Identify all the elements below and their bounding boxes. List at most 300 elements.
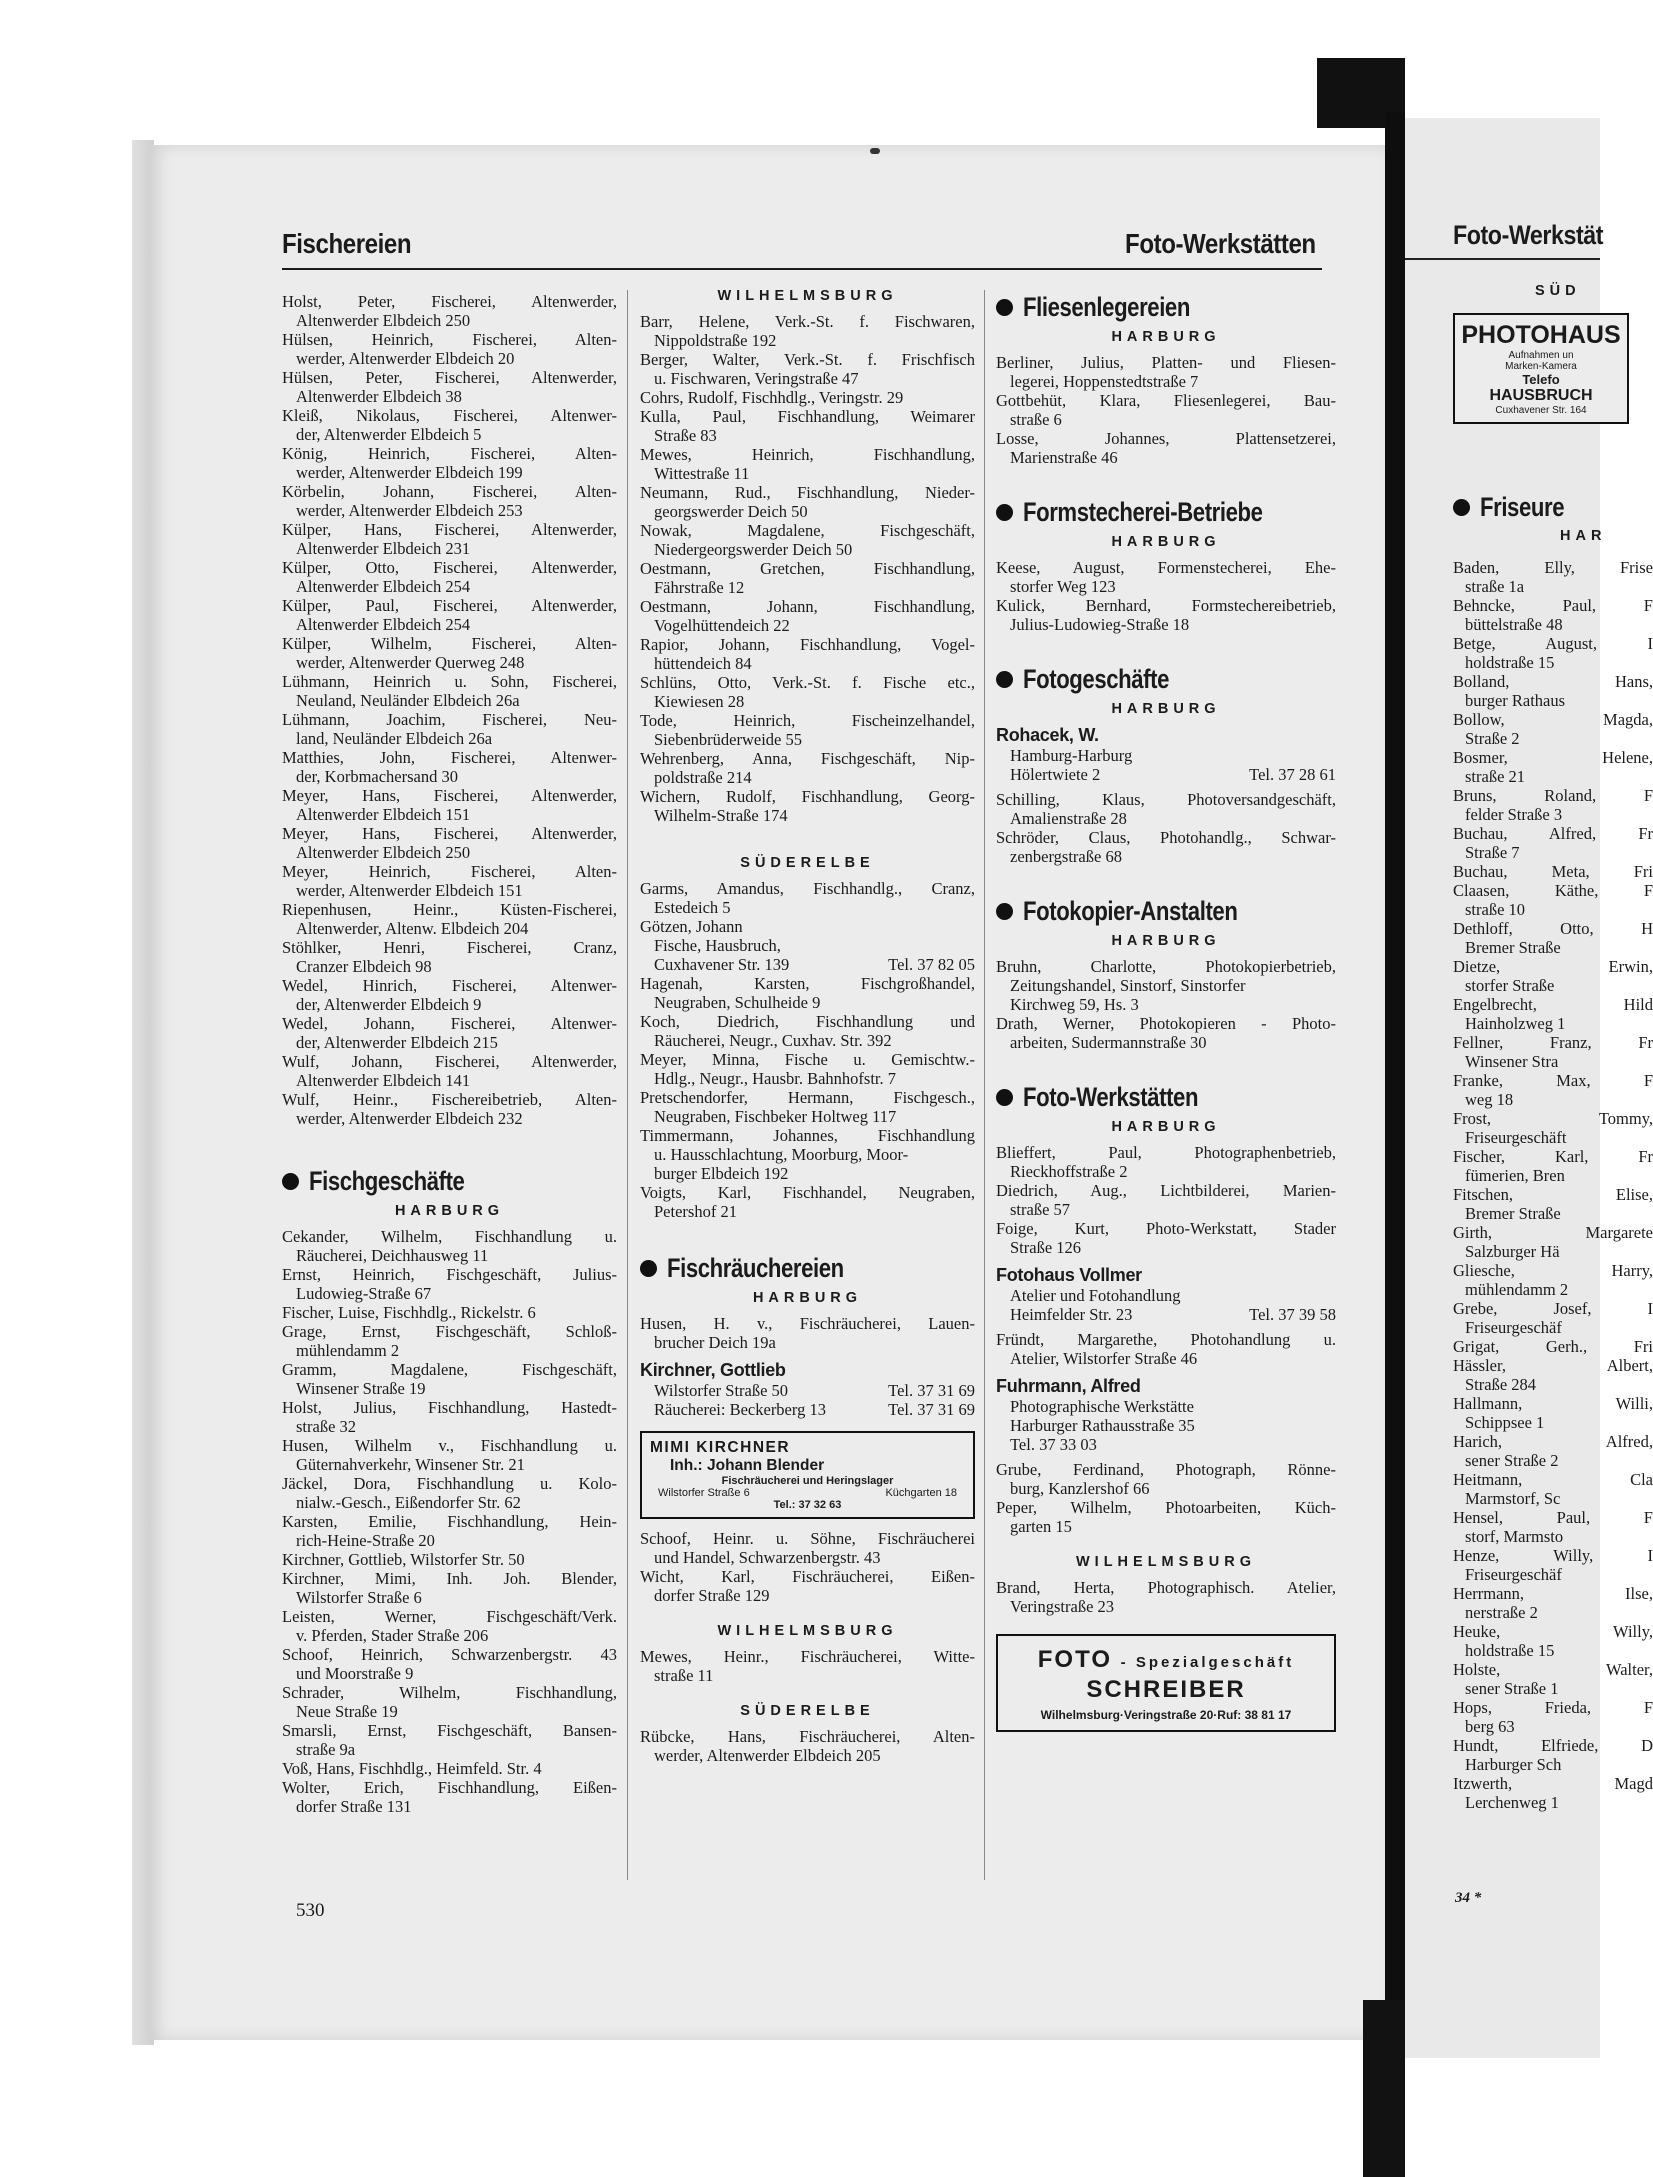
running-head-right: Foto-Werkstätten: [1125, 228, 1316, 259]
entry-line: Petershof 21: [654, 1202, 737, 1221]
entry-line: Veringstraße 23: [1010, 1597, 1115, 1616]
bullet-icon: [282, 1173, 299, 1190]
page-number: 530: [296, 1900, 325, 1921]
entry-name: Mewes, Heinrich, Fischhandlung,: [640, 445, 975, 464]
list-item: [282, 672, 617, 710]
district-label: HARBURG: [394, 1203, 505, 1219]
entry-name: Matthies, John, Fischerei, Altenwer-: [282, 748, 617, 767]
entry-phone: Tel. 37 28 61: [1249, 765, 1336, 784]
entry-name: Grage, Ernst, Fischgeschäft, Schloß-: [282, 1322, 617, 1341]
entry-name: Schilling, Klaus, Photoversandgeschäft,: [996, 790, 1336, 809]
entry-line: Neugraben, Fischbeker Holtweg 117: [654, 1107, 897, 1126]
entry-name: Neumann, Rud., Fischhandlung, Nieder-: [640, 483, 975, 502]
list-item: mühlendamm 2: [1465, 1280, 1569, 1299]
list-item: [640, 312, 975, 350]
entry-phone: Tel. 37 39 58: [1249, 1305, 1336, 1324]
district-label: WILHELMSBURG: [1075, 1554, 1256, 1570]
entry-name: Timmermann, Johannes, Fischhandlung: [640, 1126, 975, 1145]
entry-line: dorfer Straße 129: [654, 1586, 770, 1605]
next-district-label: HAR: [1560, 528, 1607, 544]
entry-name: Oestmann, Johann, Fischhandlung,: [640, 597, 975, 616]
entry-line: Altenwerder Elbdeich 231: [296, 539, 471, 558]
district-label: WILHELMSBURG: [717, 1623, 898, 1639]
district-label: HARBURG: [1111, 1119, 1221, 1135]
list-item: sener Straße 1: [1465, 1679, 1559, 1698]
entry-line: Wilstorfer Straße 6: [296, 1588, 422, 1607]
list-item: Straße 7: [1465, 843, 1520, 862]
entry-line: Fische, Hausbruch,: [654, 936, 781, 955]
district-label: SÜDERELBE: [740, 855, 875, 871]
entry-line: Nippoldstraße 192: [654, 331, 777, 350]
section-title: Foto-Werkstätten: [1023, 1082, 1199, 1112]
bullet-icon: [996, 671, 1013, 688]
entry-name: Fischer, Luise, Fischhdlg., Rickelstr. 6: [282, 1303, 536, 1322]
list-item: Dietze, Erwin,: [1453, 957, 1653, 976]
list-item: [996, 1181, 1336, 1219]
ad-business: Fischräucherei und Heringslager: [721, 1475, 894, 1487]
list-item: [996, 558, 1336, 596]
entry-name: König, Heinrich, Fischerei, Alten-: [282, 444, 617, 463]
entry-name: Karsten, Emilie, Fischhandlung, Hein-: [282, 1512, 617, 1531]
entry-line: Julius-Ludowieg-Straße 18: [1010, 615, 1190, 634]
fliesen-list: [996, 353, 1336, 467]
list-item: [282, 330, 617, 368]
entry-line: zenbergstraße 68: [1010, 847, 1122, 866]
entry-name: Losse, Johannes, Plattensetzerei,: [996, 429, 1336, 448]
entry-name: Rapior, Johann, Fischhandlung, Vogel-: [640, 635, 975, 654]
section-title: Fischräuchereien: [667, 1253, 844, 1283]
entry-name: Wulf, Heinr., Fischereibetrieb, Alten-: [282, 1090, 617, 1109]
list-item: Claasen, Käthe, F: [1453, 881, 1653, 900]
mimi-kirchner-ad: [640, 1431, 975, 1519]
entry-line: straße 6: [1010, 410, 1062, 429]
district-label: WILHELMSBURG: [717, 288, 898, 304]
column-separator: [627, 290, 628, 1880]
entry-line: Winsener Straße 19: [296, 1379, 426, 1398]
column-separator: [984, 290, 985, 1880]
ad-line: HAUSBRUCH: [1489, 387, 1593, 404]
list-item: Bolland, Hans,: [1453, 672, 1653, 691]
list-item: [282, 1512, 617, 1550]
entry-name: Kulla, Paul, Fischhandlung, Weimarer: [640, 407, 975, 426]
list-item: Grigat, Gerh., Fri: [1453, 1337, 1653, 1356]
entry-line: Ludowieg-Straße 67: [296, 1284, 432, 1303]
entry-name: Jäckel, Dora, Fischhandlung u. Kolo-: [282, 1474, 617, 1493]
entry-line: Neuland, Neuländer Elbdeich 26a: [296, 691, 520, 710]
entry-name: Grube, Ferdinand, Photograph, Rönne-: [996, 1460, 1336, 1479]
entry-line: straße 9a: [296, 1740, 356, 1759]
bullet-icon: [996, 903, 1013, 920]
list-item: straße 10: [1465, 900, 1526, 919]
entry-name: Berliner, Julius, Platten- und Fliesen-: [996, 353, 1336, 372]
next-section-heading: [1453, 492, 1583, 523]
entry-name: Schoof, Heinr. u. Söhne, Fischräucherei: [640, 1529, 975, 1548]
list-item: Franke, Max, F: [1453, 1071, 1653, 1090]
list-item: [282, 786, 617, 824]
list-item: Holste, Walter,: [1453, 1660, 1653, 1679]
list-item: Straße 284: [1465, 1375, 1537, 1394]
column-1: [282, 292, 617, 1816]
entry-line: brucher Deich 19a: [654, 1333, 776, 1352]
entry-name: Lühmann, Joachim, Fischerei, Neu-: [282, 710, 617, 729]
list-item: [996, 1498, 1336, 1536]
entry-line: nialw.-Gesch., Eißendorfer Str. 62: [296, 1493, 521, 1512]
list-item: Harich, Alfred,: [1453, 1432, 1653, 1451]
raeuchereien-list-2: [640, 1529, 975, 1605]
entry-name: Schoof, Heinrich, Schwarzenbergstr. 43: [282, 1645, 617, 1664]
entry-address: Wilstorfer Straße 50: [654, 1381, 789, 1400]
entry-line: Amalienstraße 28: [1010, 809, 1127, 828]
list-item: [640, 407, 975, 445]
entry-name: Wulf, Johann, Fischerei, Altenwerder,: [282, 1052, 617, 1071]
entry-name: Garms, Amandus, Fischhandlg., Cranz,: [640, 879, 975, 898]
entry-name: Külper, Otto, Fischerei, Altenwerder,: [282, 558, 617, 577]
ad-line: Aufnahmen un: [1508, 350, 1574, 361]
entry-line: werder, Altenwerder Elbdeich 199: [296, 463, 523, 482]
entry-line: straße 32: [296, 1417, 357, 1436]
entry-name: Wedel, Hinrich, Fischerei, Altenwer-: [282, 976, 617, 995]
ad-line: Cuxhavener Str. 164: [1495, 405, 1587, 416]
fotokopier-list: [996, 957, 1336, 1052]
list-item: [640, 445, 975, 483]
section-heading: [996, 1082, 1336, 1113]
section-title: Formstecherei-Betriebe: [1023, 497, 1263, 527]
entry-name: Voß, Hans, Fischhdlg., Heimfeld. Str. 4: [282, 1759, 542, 1778]
friseure-list: [1453, 558, 1653, 1812]
fotowerkstaetten-list-2: [996, 1330, 1336, 1368]
entry-line: Altenwerder Elbdeich 250: [296, 311, 471, 330]
entry-line: werder, Altenwerder Elbdeich 151: [296, 881, 523, 900]
entry-tel-line: [996, 1305, 1336, 1324]
list-item: [282, 1303, 617, 1322]
list-item: Winsener Stra: [1465, 1052, 1559, 1071]
entry-line: Güternahverkehr, Winsener Str. 21: [296, 1455, 525, 1474]
list-item: [996, 596, 1336, 634]
list-item: Engelbrecht, Hild: [1453, 995, 1653, 1014]
list-item: [640, 388, 975, 407]
list-item: [282, 444, 617, 482]
entry-name: Gottbehüt, Klara, Fliesenlegerei, Bau-: [996, 391, 1336, 410]
list-item: [996, 1460, 1336, 1498]
list-item: fümerien, Bren: [1465, 1166, 1565, 1185]
entry-name: Wichern, Rudolf, Fischhandlung, Georg-: [640, 787, 975, 806]
list-item: [282, 1778, 617, 1816]
entry-line: straße 57: [1010, 1200, 1071, 1219]
entry-line: der, Altenwerder Elbdeich 9: [296, 995, 482, 1014]
entry-tel-line: [640, 955, 975, 974]
next-page-number: 34 *: [1455, 1890, 1482, 1906]
entry-name: Holst, Peter, Fischerei, Altenwerder,: [282, 292, 617, 311]
entry-line: Siebenbrüderweide 55: [654, 730, 802, 749]
fischgeschaefte-list: [282, 1227, 617, 1816]
ad-line: Telefo: [1522, 372, 1560, 387]
list-item: [282, 1227, 617, 1265]
entry-name: Schlüns, Otto, Verk.-St. f. Fische etc.,: [640, 673, 975, 692]
list-item: Buchau, Meta, Fri: [1453, 862, 1653, 881]
entry-line: und Moorstraße 9: [296, 1664, 414, 1683]
list-item: [282, 634, 617, 672]
list-item: [282, 1436, 617, 1474]
entry-name: Brand, Herta, Photographisch. Atelier,: [996, 1578, 1336, 1597]
list-item: straße 1a: [1465, 577, 1525, 596]
entry-name: Gramm, Magdalene, Fischgeschäft,: [282, 1360, 617, 1379]
list-item: [282, 1550, 617, 1569]
list-item: Heuke, Willy,: [1453, 1622, 1653, 1641]
entry-name: Voigts, Karl, Fischhandel, Neugraben,: [640, 1183, 975, 1202]
entry-name: Pretschendorfer, Hermann, Fischgesch.,: [640, 1088, 975, 1107]
entry-line: Altenwerder Elbdeich 250: [296, 843, 471, 862]
entry-name: Keese, August, Formenstecherei, Ehe-: [996, 558, 1336, 577]
entry-line: storfer Weg 123: [1010, 577, 1116, 596]
section-heading: [996, 896, 1336, 927]
entry-line: werder, Altenwerder Querweg 248: [296, 653, 525, 672]
list-item: [996, 353, 1336, 391]
entry-line: Räucherei, Neugr., Cuxhav. Str. 392: [654, 1031, 892, 1050]
entry-line: Altenwerder Elbdeich 151: [296, 805, 471, 824]
entry-name: Smarsli, Ernst, Fischgeschäft, Bansen-: [282, 1721, 617, 1740]
entry-name: Holst, Julius, Fischhandlung, Hastedt-: [282, 1398, 617, 1417]
list-item: [640, 1567, 975, 1605]
entry-line: der, Altenwerder Elbdeich 215: [296, 1033, 498, 1052]
list-item: Buchau, Alfred, Fr: [1453, 824, 1653, 843]
list-item: [282, 520, 617, 558]
list-item: Hässler, Albert,: [1453, 1356, 1653, 1375]
entry-name: Hülsen, Heinrich, Fischerei, Alten-: [282, 330, 617, 349]
entry-name: Diedrich, Aug., Lichtbilderei, Marien-: [996, 1181, 1336, 1200]
list-item: [282, 1474, 617, 1512]
list-item: [282, 1759, 617, 1778]
raeuchereien-list-4: [640, 1727, 975, 1765]
next-running-head: Foto-Werkstät: [1453, 220, 1604, 250]
list-item: [282, 862, 617, 900]
suederelbe-list-2: [640, 974, 975, 1221]
entry-line: und Handel, Schwarzenbergstr. 43: [654, 1548, 881, 1567]
entry-name: Foige, Kurt, Photo-Werkstatt, Stader: [996, 1219, 1336, 1238]
entry-phone: Tel. 37 82 05: [888, 955, 975, 974]
list-item: Betge, August, I: [1453, 634, 1653, 653]
entry-line: werder, Altenwerder Elbdeich 20: [296, 349, 515, 368]
ad-address: Küchgarten 18: [885, 1487, 957, 1499]
list-item: Straße 2: [1465, 729, 1520, 748]
entry-line: georgswerder Deich 50: [654, 502, 808, 521]
entry-line: Estedeich 5: [654, 898, 731, 917]
fotowerkstaetten-list-3: [996, 1460, 1336, 1536]
ad-phone: Tel.: 37 32 63: [773, 1499, 842, 1511]
entry-line: Zeitungshandel, Sinstorf, Sinstorfer: [1010, 976, 1246, 995]
header-rule: [282, 268, 1322, 270]
section-title: Fischgeschäfte: [309, 1166, 465, 1196]
entry-line: Atelier und Fotohandlung: [1010, 1286, 1181, 1305]
list-item: [282, 1569, 617, 1607]
entry-line: Photographische Werkstätte: [1010, 1397, 1194, 1416]
list-item: [282, 482, 617, 520]
entry-name: Schröder, Claus, Photohandlg., Schwar-: [996, 828, 1336, 847]
entry-name: Koch, Diedrich, Fischhandlung und: [640, 1012, 975, 1031]
entry-name: Husen, H. v., Fischräucherei, Lauen-: [640, 1314, 975, 1333]
entry-line: Neue Straße 19: [296, 1702, 398, 1721]
list-item: [640, 1727, 975, 1765]
entry-line: hüttendeich 84: [654, 654, 752, 673]
list-item: [640, 749, 975, 787]
list-item: Bosmer, Helene,: [1453, 748, 1653, 767]
entry-line: Räucherei, Deichhausweg 11: [296, 1246, 489, 1265]
list-item: [282, 976, 617, 1014]
list-item: [996, 957, 1336, 1014]
list-item: [282, 1607, 617, 1645]
entry-name: Körbelin, Johann, Fischerei, Alten-: [282, 482, 617, 501]
bullet-icon: [996, 299, 1013, 316]
list-item: Salzburger Hä: [1465, 1242, 1560, 1261]
ad-address: Wilhelmsburg·Veringstraße 20·Ruf: 38 81 17: [1040, 1708, 1292, 1722]
entry-line: Niedergeorgswerder Deich 50: [654, 540, 853, 559]
entry-bold-name: Rohacek, W.: [996, 725, 1099, 745]
ad-name: SCHREIBER: [1086, 1676, 1246, 1703]
foto-schreiber-ad: [996, 1634, 1336, 1732]
entry-name: Peper, Wilhelm, Photoarbeiten, Küch-: [996, 1498, 1336, 1517]
list-item: Schippsee 1: [1465, 1413, 1545, 1432]
list-item: Itzwerth, Magd: [1453, 1774, 1653, 1793]
wilhelmsburg-list: [640, 312, 975, 825]
entry-name: Külper, Paul, Fischerei, Altenwerder,: [282, 596, 617, 615]
list-item: [640, 1126, 975, 1183]
ad-title: PHOTOHAUS: [1461, 321, 1621, 349]
entry-line: Altenwerder Elbdeich 38: [296, 387, 462, 406]
list-item: [640, 559, 975, 597]
list-item: [996, 790, 1336, 828]
fotogeschaefte-list: [996, 790, 1336, 866]
section-title: Fotokopier-Anstalten: [1023, 896, 1238, 926]
list-item: büttelstraße 48: [1465, 615, 1563, 634]
entry-address: Räucherei: Beckerberg 13: [654, 1400, 826, 1419]
list-item: [996, 1578, 1336, 1616]
list-item: [640, 521, 975, 559]
ad-line: Marken-Kamera: [1505, 361, 1577, 372]
list-item: Hensel, Paul, F: [1453, 1508, 1653, 1527]
entry-line: Tel. 37 33 03: [1010, 1435, 1097, 1454]
list-item: Bruns, Roland, F: [1453, 786, 1653, 805]
section-heading: [996, 292, 1336, 323]
district-label: HARBURG: [1111, 933, 1221, 949]
entry-line: burger Elbdeich 192: [654, 1164, 789, 1183]
section-title: Friseure: [1480, 492, 1565, 522]
fotowerkstaetten-list-4: [996, 1578, 1336, 1616]
list-item: Hallmann, Willi,: [1453, 1394, 1653, 1413]
entry-line: garten 15: [1010, 1517, 1072, 1536]
district-label: HARBURG: [1111, 329, 1221, 345]
entry-line: Straße 83: [654, 426, 717, 445]
entry-line: Atelier, Wilstorfer Straße 46: [1010, 1349, 1198, 1368]
list-item: sener Straße 2: [1465, 1451, 1559, 1470]
entry-line: Altenwerder, Altenw. Elbdeich 204: [296, 919, 529, 938]
section-heading: [996, 497, 1336, 528]
book-spine: [1385, 112, 1405, 2067]
list-item: [282, 596, 617, 634]
entry-address: Hölertwiete 2: [1010, 765, 1101, 784]
list-item: [282, 1721, 617, 1759]
list-item: weg 18: [1465, 1090, 1514, 1109]
entry-line: v. Pferden, Stader Straße 206: [296, 1626, 489, 1645]
entry-address: Heimfelder Str. 23: [1010, 1305, 1133, 1324]
district-label: SÜDERELBE: [740, 1703, 875, 1719]
list-item: Lerchenweg 1: [1465, 1793, 1559, 1812]
entry-name: Schrader, Wilhelm, Fischhandlung,: [282, 1683, 617, 1702]
entry-name: Rübcke, Hans, Fischräucherei, Alten-: [640, 1727, 975, 1746]
list-item: [282, 710, 617, 748]
next-district-label: SÜD: [1535, 283, 1581, 299]
entry-line: Kirchweg 59, Hs. 3: [1010, 995, 1139, 1014]
entry-line: Marienstraße 46: [1010, 448, 1118, 467]
photohaus-ad: [1453, 313, 1629, 424]
list-item: Girth, Margarete: [1453, 1223, 1653, 1242]
list-item: Marmstorf, Sc: [1465, 1489, 1561, 1508]
ad-title-main: FOTO: [1037, 1646, 1112, 1673]
running-head-left: Fischereien: [282, 228, 412, 259]
entry-name: Barr, Helene, Verk.-St. f. Fischwaren,: [640, 312, 975, 331]
list-item: Grebe, Josef, I: [1453, 1299, 1653, 1318]
list-item: [282, 1645, 617, 1683]
list-item: Friseurgeschäf: [1465, 1565, 1562, 1584]
list-item: [640, 483, 975, 521]
list-item: [640, 673, 975, 711]
entry-name: Riepenhusen, Heinr., Küsten-Fischerei,: [282, 900, 617, 919]
list-item: [996, 1219, 1336, 1257]
formstecherei-list: [996, 558, 1336, 634]
bullet-icon: [996, 1089, 1013, 1106]
column-2: [640, 288, 975, 1765]
bullet-icon: [996, 504, 1013, 521]
list-item: Hops, Frieda, F: [1453, 1698, 1653, 1717]
entry-name: Berger, Walter, Verk.-St. f. Frischfisch: [640, 350, 975, 369]
list-item: [640, 787, 975, 825]
section-title: Fotogeschäfte: [1023, 664, 1169, 694]
entry-line: Altenwerder Elbdeich 141: [296, 1071, 471, 1090]
list-item: [282, 824, 617, 862]
entry-line: werder, Altenwerder Elbdeich 232: [296, 1109, 523, 1128]
list-item: [996, 1330, 1336, 1368]
bullet-icon: [1453, 499, 1470, 516]
section-heading: [640, 1253, 975, 1284]
list-item: [282, 1052, 617, 1090]
entry-phone: Tel. 37 31 69: [888, 1400, 975, 1419]
entry-name: Kleiß, Nikolaus, Fischerei, Altenwer-: [282, 406, 617, 425]
list-item: felder Straße 3: [1465, 805, 1563, 824]
entry-line: Wittestraße 11: [654, 464, 750, 483]
entry-line: werder, Altenwerder Elbdeich 253: [296, 501, 523, 520]
entry-name: Leisten, Werner, Fischgeschäft/Verk.: [282, 1607, 617, 1626]
entry-name: Hülsen, Peter, Fischerei, Altenwerder,: [282, 368, 617, 387]
list-item: Baden, Elly, Frise: [1453, 558, 1653, 577]
list-item: [282, 1322, 617, 1360]
entry-line: legerei, Hoppenstedtstraße 7: [1010, 372, 1199, 391]
list-item: [282, 1683, 617, 1721]
list-item: storfer Straße: [1465, 976, 1555, 995]
entry-line: Fährstraße 12: [654, 578, 745, 597]
section-heading: [996, 664, 1336, 695]
ad-title: MIMI KIRCHNER: [650, 1439, 791, 1456]
entry-name: Drath, Werner, Photokopieren - Photo-: [996, 1014, 1336, 1033]
list-item: Heitmann, Cla: [1453, 1470, 1653, 1489]
list-item: Hundt, Elfriede, D: [1453, 1736, 1653, 1755]
entry-line: werder, Altenwerder Elbdeich 205: [654, 1746, 881, 1765]
entry-bold-name: Kirchner, Gottlieb: [640, 1360, 786, 1380]
list-item: berg 63: [1465, 1717, 1515, 1736]
district-label: HARBURG: [752, 1290, 863, 1306]
entry-line: poldstraße 214: [654, 768, 752, 787]
entry-bold-name: Fuhrmann, Alfred: [996, 1376, 1141, 1396]
list-item: [640, 879, 975, 917]
entry-name: Meyer, Hans, Fischerei, Altenwerder,: [282, 824, 617, 843]
list-item: [282, 938, 617, 976]
